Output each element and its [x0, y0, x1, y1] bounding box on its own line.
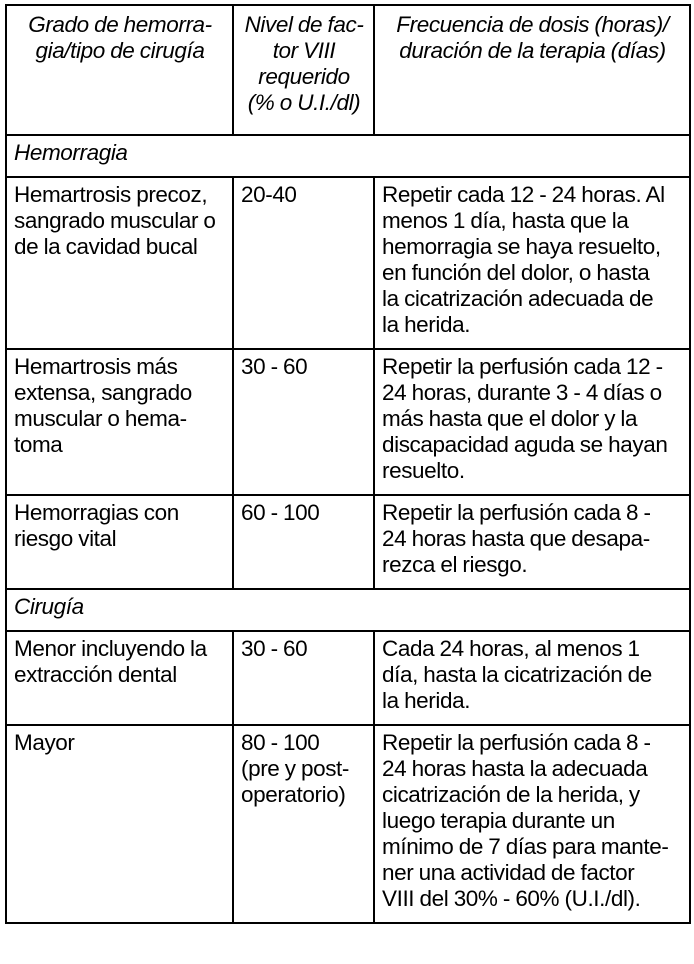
- cell-type: Hemartrosis más extensa, sangrado muscular o hema- toma: [6, 349, 233, 495]
- cell-level: 30 - 60: [233, 349, 374, 495]
- header-dose-frequency: Frecuencia de dosis (horas)/ duración de la terapia (días): [374, 5, 690, 135]
- dosing-table: [5, 4, 691, 924]
- cell-level: 80 - 100 (pre y post- operatorio): [233, 725, 374, 923]
- table-row: [6, 349, 690, 495]
- cell-frequency: Repetir cada 12 - 24 horas. Al menos 1 día, hasta que la hemorragia se haya resuelto, en función del dolor, o hasta la cicatrización adecuada de la herida.: [374, 177, 690, 349]
- header-row: [6, 5, 690, 135]
- section-row-cirugia: [6, 589, 690, 631]
- table-row: [6, 495, 690, 589]
- section-title: Hemorragia: [6, 135, 690, 177]
- cell-level: 20-40: [233, 177, 374, 349]
- cell-frequency: Repetir la perfusión cada 12 - 24 horas, durante 3 - 4 días o más hasta que el dolor y la discapacidad aguda se hayan resuelto.: [374, 349, 690, 495]
- table-row: [6, 631, 690, 725]
- cell-type: Hemorragias con riesgo vital: [6, 495, 233, 589]
- cell-type: Hemartrosis precoz, sangrado muscular o de la cavidad bucal: [6, 177, 233, 349]
- cell-frequency: Repetir la perfusión cada 8 - 24 horas hasta que desapa- rezca el riesgo.: [374, 495, 690, 589]
- section-row-hemorragia: [6, 135, 690, 177]
- cell-level: 30 - 60: [233, 631, 374, 725]
- cell-frequency: Cada 24 horas, al menos 1 día, hasta la cicatrización de la herida.: [374, 631, 690, 725]
- table-row: [6, 177, 690, 349]
- cell-frequency: Repetir la perfusión cada 8 - 24 horas hasta la adecuada cicatrización de la herida, y luego terapia durante un mínimo de 7 días para mante- ner una actividad de factor VIII del 30% - 60% (U.I./dl).: [374, 725, 690, 923]
- cell-type: Menor incluyendo la extracción dental: [6, 631, 233, 725]
- header-factor-level: Nivel de fac- tor VIII requerido (% o U.I./dl): [233, 5, 374, 135]
- header-bleeding-type: Grado de hemorra- gia/tipo de cirugía: [6, 5, 233, 135]
- section-title: Cirugía: [6, 589, 690, 631]
- cell-level: 60 - 100: [233, 495, 374, 589]
- cell-type: Mayor: [6, 725, 233, 923]
- table-row: [6, 725, 690, 923]
